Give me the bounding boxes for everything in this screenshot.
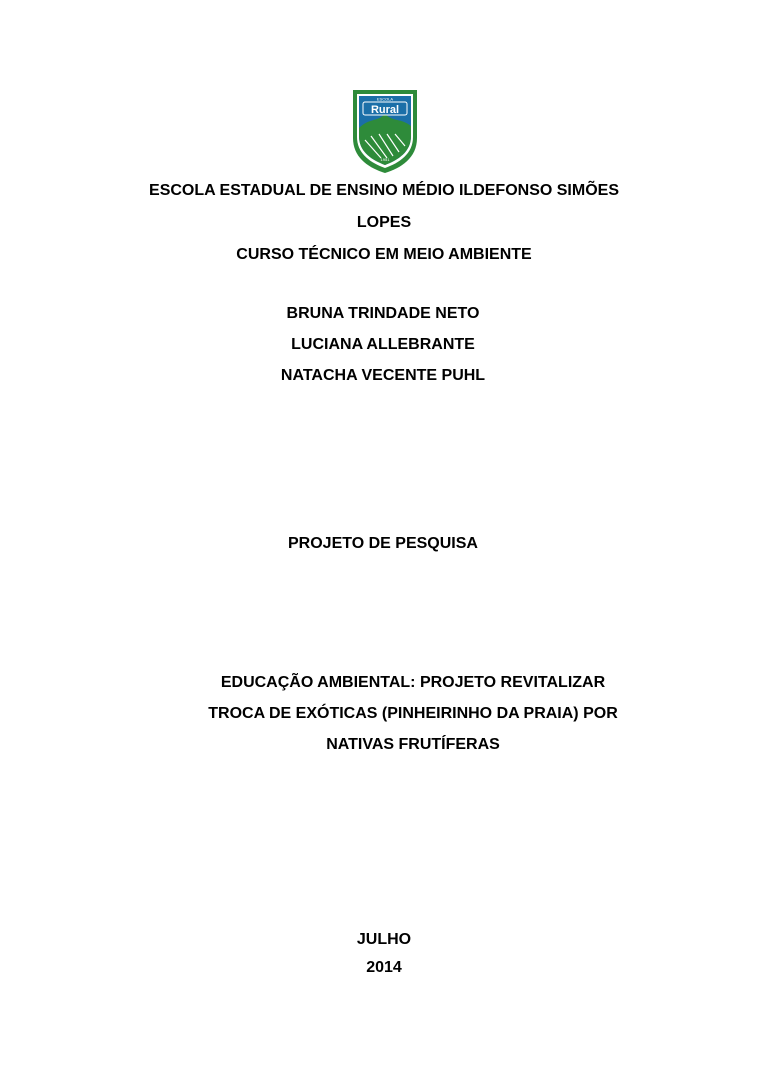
date-month: JULHO (356, 931, 412, 948)
author-name: LUCIANA ALLEBRANTE (291, 336, 475, 353)
author-name: NATACHA VECENTE PUHL (280, 367, 486, 384)
project-title-line-1: EDUCAÇÃO AMBIENTAL: PROJETO REVITALIZAR (220, 674, 606, 691)
course-name: CURSO TÉCNICO EM MEIO AMBIENTE (236, 246, 532, 263)
project-title-line-3: NATIVAS FRUTÍFERAS (326, 736, 500, 753)
school-name-line-1: ESCOLA ESTADUAL DE ENSINO MÉDIO ILDEFONSO SIMÕES (149, 182, 619, 199)
date-year: 2014 (366, 959, 402, 976)
author-name: BRUNA TRINDADE NETO (286, 305, 480, 322)
crest-brand-text: Rural (370, 104, 400, 116)
project-title-line-2: TROCA DE EXÓTICAS (PINHEIRINHO DA PRAIA) POR (208, 705, 618, 722)
crest-year-text: 1951 (380, 157, 390, 162)
project-type: PROJETO DE PESQUISA (288, 535, 478, 552)
school-crest-logo (351, 88, 419, 174)
school-name-line-2: LOPES (356, 214, 412, 231)
crest-top-text: ESCOLA (376, 96, 394, 102)
